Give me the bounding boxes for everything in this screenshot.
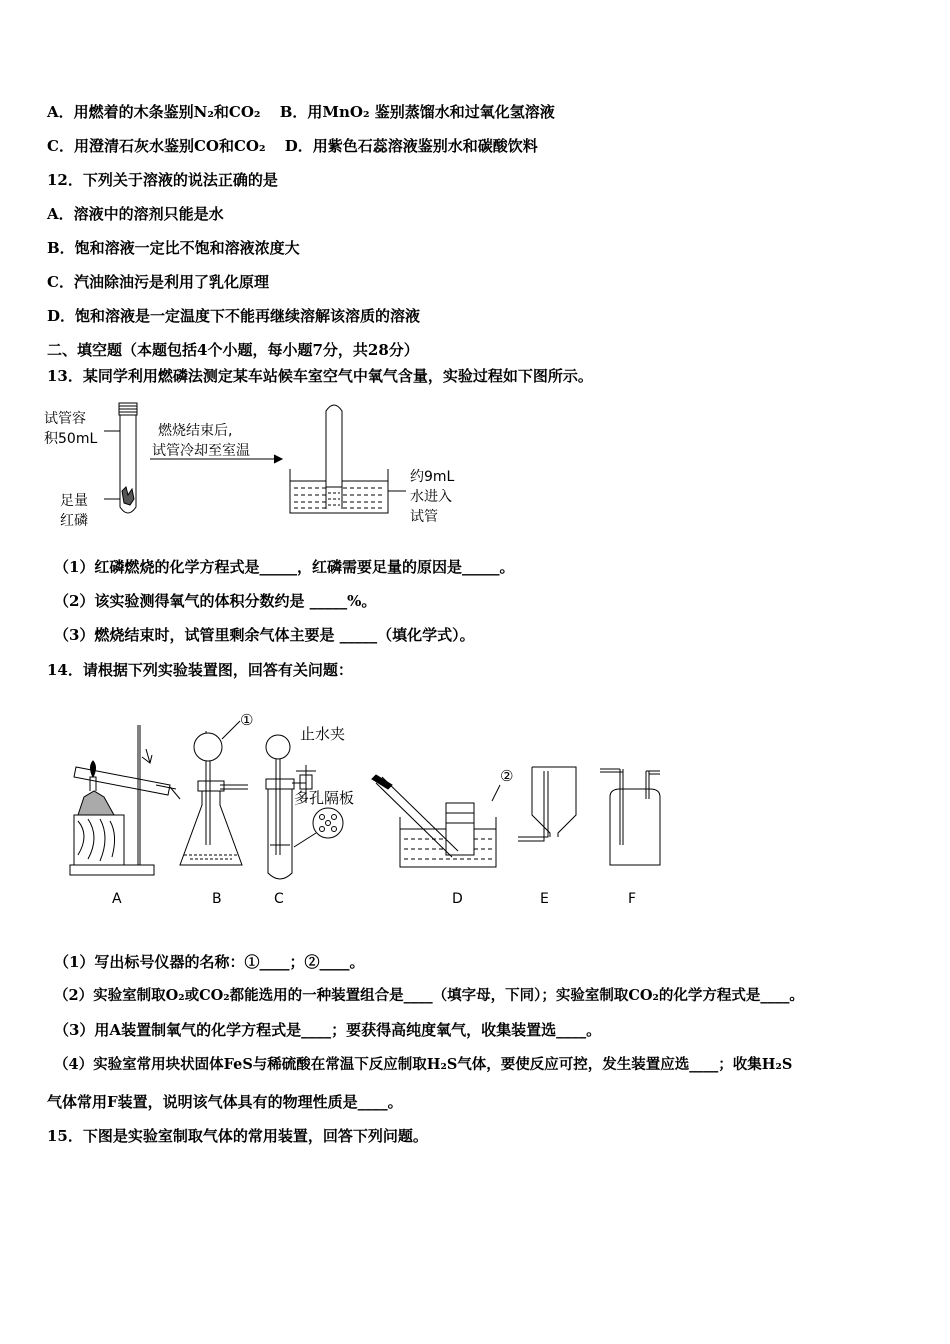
label-circle-2: ② (500, 767, 514, 785)
q13-figure (40, 395, 480, 540)
q14-sub1: （1）写出标号仪器的名称：①____；②____。 (54, 953, 365, 971)
q11-option-d: D．用紫色石蕊溶液鉴别水和碳酸饮料 (284, 137, 538, 155)
q14-sub2: （2）实验室制取O₂或CO₂都能选用的一种装置组合是____（填字母，下同）；实验室制取CO₂的化学方程式是____。 (54, 987, 804, 1004)
apparatus-f (600, 769, 660, 865)
label-circle-1: ① (240, 711, 254, 729)
label-a: A (112, 891, 122, 907)
label-c: C (274, 891, 284, 907)
q14-stem: 14．请根据下列实验装置图，回答有关问题： (47, 661, 353, 679)
arrow-text-2: 试管冷却至室温 (152, 443, 250, 459)
q13-sub2: （2）该实验测得氧气的体积分数约是 _____%。 (54, 592, 377, 610)
apparatus-d (372, 775, 500, 867)
label-clamp: 止水夹 (300, 725, 346, 743)
q13-sub3: （3）燃烧结束时，试管里剩余气体主要是 _____（填化学式）。 (54, 626, 475, 644)
label-tube-2: 积50mL (44, 431, 98, 447)
q12-stem: 12．下列关于溶液的说法正确的是 (47, 171, 278, 189)
q12-option-b: B．饱和溶液一定比不饱和溶液浓度大 (47, 239, 300, 257)
apparatus-b (180, 731, 248, 865)
q11-option-a: A．用燃着的木条鉴别N₂和CO₂ (47, 103, 261, 121)
label-tube-1: 试管容 (44, 411, 86, 427)
red-phosphorus (122, 487, 134, 505)
q11-options-row2 (47, 136, 538, 156)
label-b: B (212, 891, 222, 907)
label-p-2: 红磷 (60, 513, 88, 529)
q11-options-row1 (47, 102, 555, 122)
q12-option-a: A．溶液中的溶剂只能是水 (47, 205, 224, 223)
q15-stem: 15．下图是实验室制取气体的常用装置，回答下列问题。 (47, 1127, 428, 1145)
apparatus-e (518, 767, 576, 841)
q12-option-c: C．汽油除油污是利用了乳化原理 (47, 273, 269, 291)
water-text-1: 约9mL (410, 469, 455, 485)
label-p-1: 足量 (60, 493, 88, 509)
arrow-text-1: 燃烧结束后, (158, 423, 233, 439)
label-e: E (540, 891, 549, 907)
q12-option-d: D．饱和溶液是一定温度下不能再继续溶解该溶质的溶液 (47, 307, 421, 325)
water-text-2: 水进入 (410, 489, 452, 505)
apparatus-a (70, 725, 180, 875)
q14-sub3: （3）用A装置制氧气的化学方程式是____；要获得高纯度氧气，收集装置选____。 (54, 1021, 602, 1039)
label-plate: 多孔隔板 (294, 789, 355, 807)
q14-sub4-cont: 气体常用F装置，说明该气体具有的物理性质是____。 (47, 1093, 403, 1111)
q11-option-b: B．用MnO₂ 鉴别蒸馏水和过氧化氢溶液 (279, 103, 555, 121)
q13-sub1: （1）红磷燃烧的化学方程式是_____，红磷需要足量的原因是_____。 (54, 558, 515, 576)
apparatus-c (266, 735, 343, 879)
q11-option-c: C．用澄清石灰水鉴别CO和CO₂ (47, 137, 266, 155)
q14-sub4: （4）实验室常用块状固体FeS与稀硫酸在常温下反应制取H₂S气体，要使反应可控，发生装置应选____；收集H₂S (54, 1056, 793, 1073)
label-d: D (452, 891, 463, 907)
q14-figure (60, 705, 670, 915)
q13-stem: 13．某同学利用燃磷法测定某车站候车室空气中氧气含量，实验过程如下图所示。 (47, 367, 593, 385)
water-text-3: 试管 (410, 509, 438, 525)
label-f: F (628, 891, 637, 907)
section-heading: 二、填空题（本题包括4个小题，每小题7分，共28分） (47, 341, 419, 359)
